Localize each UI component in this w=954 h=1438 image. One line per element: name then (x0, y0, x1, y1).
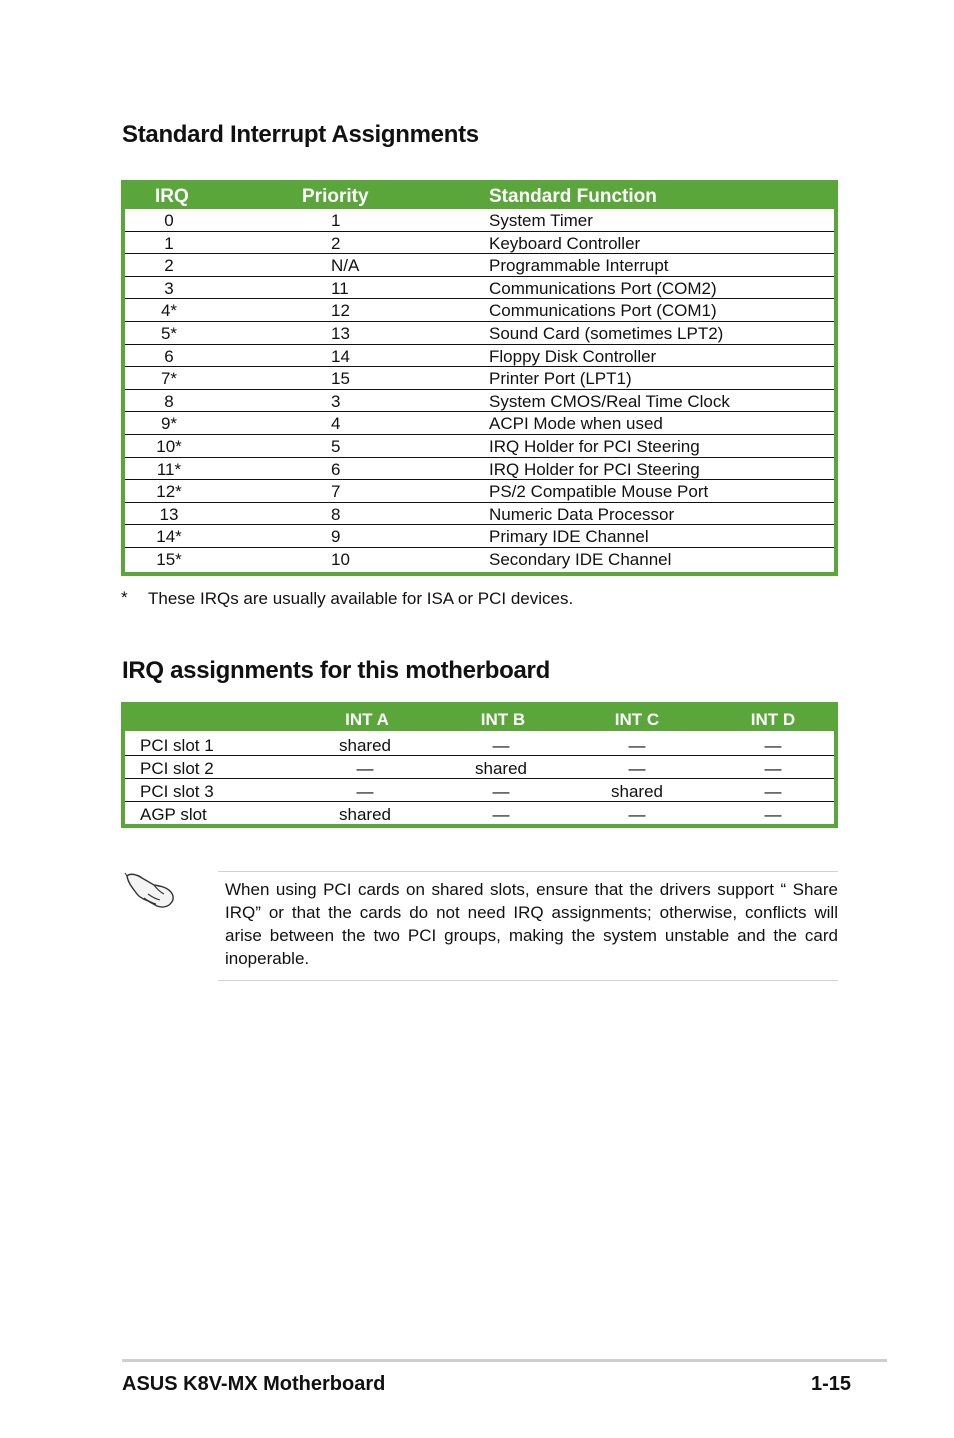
cell-irq: 11* (156, 459, 182, 479)
cell-irq: 14* (156, 527, 182, 547)
cell-priority: 12 (331, 301, 350, 321)
header-int-c: INT C (614, 710, 660, 729)
cell-int-c: — (628, 759, 646, 778)
cell-priority: 4 (331, 414, 341, 434)
motherboard-irq-table (121, 702, 838, 828)
cell-int-c: shared (611, 782, 663, 801)
cell-irq: 4* (160, 301, 178, 321)
cell-priority: 14 (331, 346, 350, 366)
table-row (125, 367, 834, 390)
cell-slot: PCI slot 3 (140, 782, 214, 801)
cell-int-d: — (764, 736, 782, 755)
cell-priority: 7 (331, 482, 341, 502)
table-row (125, 277, 834, 300)
cell-function: ACPI Mode when used (489, 414, 663, 434)
cell-irq: 2 (164, 256, 174, 276)
cell-function: Printer Port (LPT1) (489, 369, 632, 389)
table-row (125, 779, 834, 802)
cell-int-c: — (628, 736, 646, 755)
table-row (125, 756, 834, 779)
cell-int-d: — (764, 805, 782, 824)
footer-rule (122, 1359, 887, 1362)
hand-pointer-icon (124, 870, 178, 912)
table-row (125, 345, 834, 368)
cell-slot: PCI slot 1 (140, 736, 214, 755)
cell-function: Floppy Disk Controller (489, 346, 657, 366)
cell-function: IRQ Holder for PCI Steering (489, 436, 700, 456)
table-row (125, 232, 834, 255)
table-header (125, 180, 834, 209)
cell-priority: 9 (331, 527, 341, 547)
table-row (125, 299, 834, 322)
cell-priority: 3 (331, 391, 341, 411)
cell-function: System Timer (489, 211, 593, 230)
table-row (125, 503, 834, 526)
section-title-motherboard-irq: IRQ assignments for this motherboard (122, 657, 550, 684)
cell-int-a: shared (339, 736, 391, 755)
cell-priority: 10 (331, 549, 350, 569)
cell-function: Secondary IDE Channel (489, 549, 672, 569)
cell-function: Communications Port (COM2) (489, 278, 717, 298)
cell-function: Numeric Data Processor (489, 504, 675, 524)
header-int-b: INT B (480, 710, 526, 729)
cell-int-c: — (628, 805, 646, 824)
table-body (125, 733, 834, 825)
cell-function: Sound Card (sometimes LPT2) (489, 323, 724, 343)
cell-slot: PCI slot 2 (140, 759, 214, 778)
cell-priority: 11 (331, 278, 349, 298)
cell-function: Keyboard Controller (489, 233, 641, 253)
section-title-standard-interrupts: Standard Interrupt Assignments (122, 121, 479, 148)
cell-int-b: — (492, 805, 510, 824)
cell-int-b: — (492, 782, 510, 801)
header-function: Standard Function (489, 186, 657, 207)
table-row (125, 435, 834, 458)
header-int-a: INT A (345, 710, 389, 729)
cell-slot: AGP slot (140, 805, 207, 824)
table-row (125, 254, 834, 277)
cell-int-d: — (764, 759, 782, 778)
cell-irq: 10* (156, 436, 182, 456)
cell-function: System CMOS/Real Time Clock (489, 391, 730, 411)
cell-irq: 15* (156, 549, 182, 569)
cell-int-d: — (764, 782, 782, 801)
cell-priority: N/A (331, 256, 360, 276)
cell-priority: 15 (331, 369, 350, 389)
header-irq: IRQ (155, 186, 189, 207)
cell-irq: 9* (160, 414, 178, 434)
page-number: 1-15 (811, 1373, 852, 1395)
cell-priority: 2 (331, 233, 341, 253)
table-row (125, 525, 834, 548)
cell-function: Primary IDE Channel (489, 527, 649, 547)
table-row (125, 412, 834, 435)
cell-irq: 0 (164, 211, 174, 230)
cell-priority: 5 (331, 436, 341, 456)
table-row (125, 390, 834, 413)
header-priority: Priority (302, 186, 369, 207)
table-row (125, 733, 834, 756)
table-body (125, 209, 834, 571)
footnote-mark: * (121, 588, 128, 607)
cell-priority: 13 (331, 323, 350, 343)
note-bottom-rule (218, 980, 838, 981)
footnote-text: These IRQs are usually available for ISA or PCI devices. (148, 589, 574, 608)
cell-priority: 8 (331, 504, 341, 524)
cell-irq: 7* (160, 369, 178, 389)
cell-function: IRQ Holder for PCI Steering (489, 459, 700, 479)
note-top-rule (218, 871, 838, 872)
cell-irq: 6 (164, 346, 174, 366)
cell-irq: 1 (164, 233, 174, 253)
cell-irq: 12* (156, 482, 182, 502)
cell-irq: 5* (160, 323, 178, 343)
cell-priority: 1 (331, 211, 341, 230)
cell-function: PS/2 Compatible Mouse Port (489, 482, 709, 502)
cell-int-a: — (356, 782, 374, 801)
table-row (125, 209, 834, 232)
header-int-d: INT D (750, 710, 796, 729)
cell-irq: 8 (164, 391, 174, 411)
note-text: When using PCI cards on shared slots, ensure that the drivers support “ Share IRQ” or that the cards do not need IRQ assignments; otherwise, conflicts will arise between the two PCI groups, making the system unstable and the card inoperable. (225, 880, 838, 968)
table-row (125, 802, 834, 825)
cell-irq: 13 (159, 504, 179, 524)
cell-function: Programmable Interrupt (489, 256, 669, 276)
cell-int-a: — (356, 759, 374, 778)
cell-int-a: shared (339, 805, 391, 824)
table-row (125, 458, 834, 481)
cell-int-b: — (492, 736, 510, 755)
footer-title: ASUS K8V-MX Motherboard (122, 1373, 386, 1395)
table-header (125, 702, 834, 731)
table-row (125, 322, 834, 345)
table-row (125, 548, 834, 571)
cell-priority: 6 (331, 459, 341, 479)
standard-irq-table (121, 180, 838, 576)
table-row (125, 480, 834, 503)
cell-function: Communications Port (COM1) (489, 301, 717, 321)
cell-int-b: shared (475, 759, 527, 778)
cell-irq: 3 (164, 278, 174, 298)
